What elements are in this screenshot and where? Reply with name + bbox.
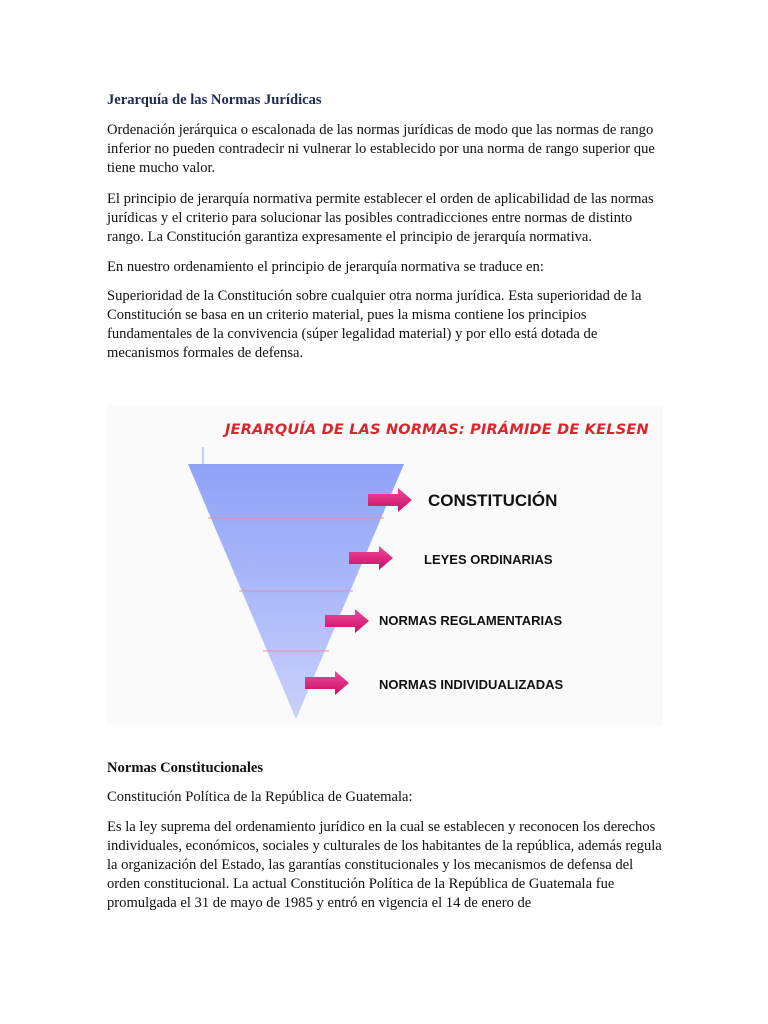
level-label-normas-individualizadas: NORMAS INDIVIDUALIZADAS (379, 677, 564, 692)
level-label-leyes-ordinarias: LEYES ORDINARIAS (424, 552, 553, 567)
level-label-constitucion: CONSTITUCIÓN (428, 491, 558, 510)
document-title: Jerarquía de las Normas Jurídicas (107, 92, 322, 108)
section-title-normas-constitucionales: Normas Constitucionales (107, 760, 264, 776)
kelsen-pyramid-figure (107, 405, 663, 725)
paragraph-principle: El principio de jerarquía normativa permite establecer el orden de aplicabilidad de las normas jurídicas y el criterio para solucionar las posibles contradicciones entre normas de distinto rango. La Constitución garantiza expresamente el principio de jerarquía normativa. (107, 191, 654, 245)
paragraph-definition: Ordenación jerárquica o escalonada de las normas jurídicas de modo que las normas de rango inferior no pueden contradecir ni vulnerar lo establecido por una norma de rango superior que tiene mucho valor. (107, 122, 655, 176)
paragraph-constitution-name: Constitución Política de la República de Guatemala: (107, 789, 413, 805)
figure-title: JERARQUÍA DE LAS NORMAS: PIRÁMIDE DE KELSEN (225, 422, 649, 438)
level-label-normas-reglamentarias: NORMAS REGLAMENTARIAS (379, 613, 563, 628)
paragraph-superiority: Superioridad de la Constitución sobre cualquier otra norma jurídica. Esta superioridad de la Constitución se basa en un criterio material, pues la misma contiene los principios fundamentales de la convivencia (súper legalidad material) y por ello está dotada de mecanismos formales de defensa. (107, 288, 642, 361)
paragraph-ordering: En nuestro ordenamiento el principio de jerarquía normativa se traduce en: (107, 259, 544, 275)
paragraph-constitution-description: Es la ley suprema del ordenamiento jurídico en la cual se establecen y reconocen los derechos individuales, económicos, sociales y culturales de los habitantes de la república, además regula la organización del Estado, las garantías constitucionales y los mecanismos de defensa del orden constitucional. La actual Constitución Política de la República de Guatemala fue promulgada el 31 de mayo de 1985 y entró en vigencia el 14 de enero de (107, 819, 662, 911)
